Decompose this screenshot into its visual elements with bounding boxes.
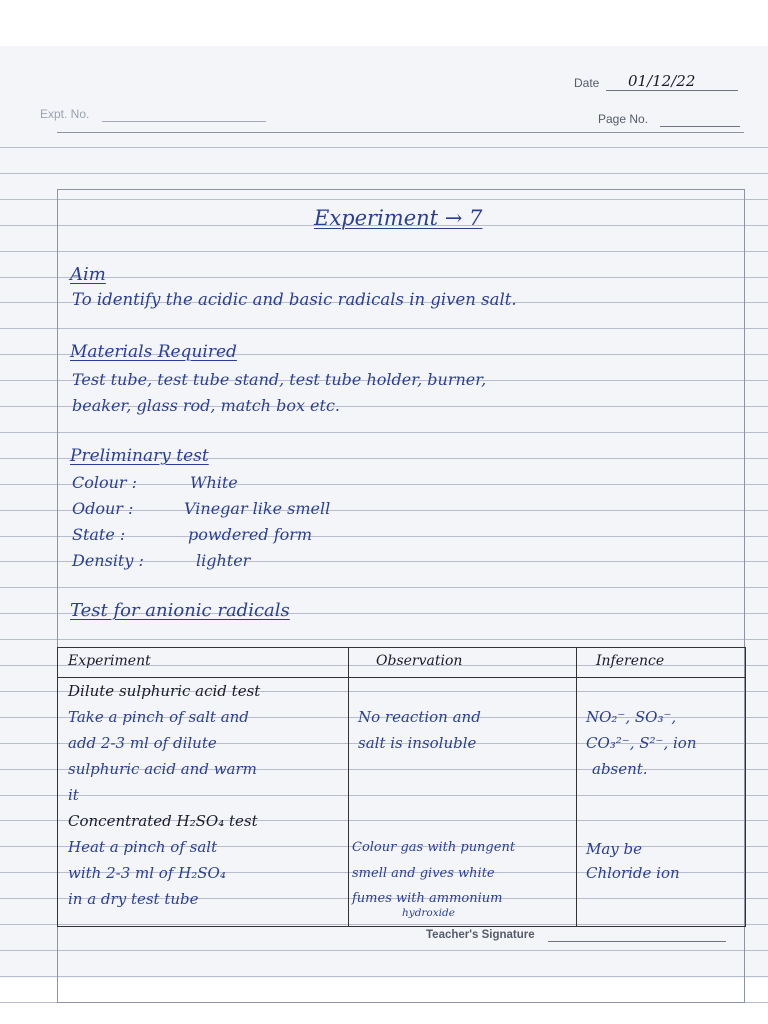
table-col-divider-2 [576, 647, 577, 927]
ruled-line [0, 147, 768, 148]
date-value: 01/12/22 [628, 72, 696, 90]
materials-line-2: beaker, glass rod, match box etc. [72, 396, 340, 415]
teachers-signature-label: Teacher's Signature [426, 929, 535, 941]
state-label: State : [72, 525, 126, 544]
experiment-title: Experiment → 7 [314, 206, 483, 230]
col-header-observation: Observation [376, 653, 463, 669]
aim-text: To identify the acidic and basic radicals in given salt. [72, 290, 517, 309]
page-no-underline [660, 126, 740, 127]
test1-inf-line-2: CO₃²⁻, S²⁻, ion [586, 734, 697, 752]
test2-inf-line-1: May be [586, 840, 643, 858]
page-no-label: Page No. [598, 112, 649, 126]
test1-exp-line-2: add 2-3 ml of dilute [68, 734, 217, 752]
test2-obs-line-3: fumes with ammonium [352, 891, 503, 906]
density-label: Density : [72, 551, 144, 570]
test2-inf-line-2: Chloride ion [586, 864, 680, 882]
anionic-heading: Test for anionic radicals [70, 600, 290, 621]
col-header-inference: Inference [596, 653, 665, 669]
table-left-border [57, 647, 58, 927]
table-top-border [57, 647, 746, 648]
test1-exp-line-1: Take a pinch of salt and [68, 708, 249, 726]
table-bottom-border [57, 926, 746, 927]
test2-obs-line-1: Colour gas with pungent [352, 840, 516, 855]
signature-underline [548, 941, 726, 942]
test2-exp-line-2: with 2-3 ml of H₂SO₄ [68, 864, 226, 882]
test1-inf-line-3: absent. [592, 760, 648, 778]
date-underline [606, 90, 738, 91]
expt-no-underline [102, 121, 266, 122]
test1-title: Dilute sulphuric acid test [68, 682, 261, 700]
table-col-divider-1 [348, 647, 349, 927]
odour-value: Vinegar like smell [184, 499, 331, 518]
test1-exp-line-3: sulphuric acid and warm [68, 760, 257, 778]
test1-exp-line-4: it [68, 786, 79, 804]
test1-obs-line-2: salt is insoluble [358, 734, 477, 752]
col-header-experiment: Experiment [68, 653, 151, 669]
table-header-border [57, 677, 746, 678]
test2-obs-line-2: smell and gives white [352, 866, 495, 881]
materials-heading: Materials Required [70, 342, 237, 362]
colour-value: White [190, 473, 238, 492]
test1-inf-line-1: NO₂⁻, SO₃⁻, [586, 708, 677, 726]
materials-line-1: Test tube, test tube stand, test tube holder, burner, [72, 370, 487, 389]
ruled-line [0, 173, 768, 174]
aim-heading: Aim [70, 264, 106, 285]
date-label: Date [574, 76, 600, 90]
header-rule [57, 132, 744, 133]
test2-exp-line-1: Heat a pinch of salt [68, 838, 218, 856]
density-value: lighter [196, 551, 251, 570]
state-value: powdered form [188, 525, 313, 544]
odour-label: Odour : [72, 499, 134, 518]
test2-exp-line-3: in a dry test tube [68, 890, 199, 908]
test1-obs-line-1: No reaction and [358, 708, 481, 726]
preliminary-heading: Preliminary test [70, 446, 209, 466]
test2-obs-line-4: hydroxide [402, 907, 455, 919]
colour-label: Colour : [72, 473, 138, 492]
expt-no-label: Expt. No. [40, 107, 90, 121]
table-right-border [745, 647, 746, 927]
test2-title: Concentrated H₂SO₄ test [68, 812, 258, 830]
